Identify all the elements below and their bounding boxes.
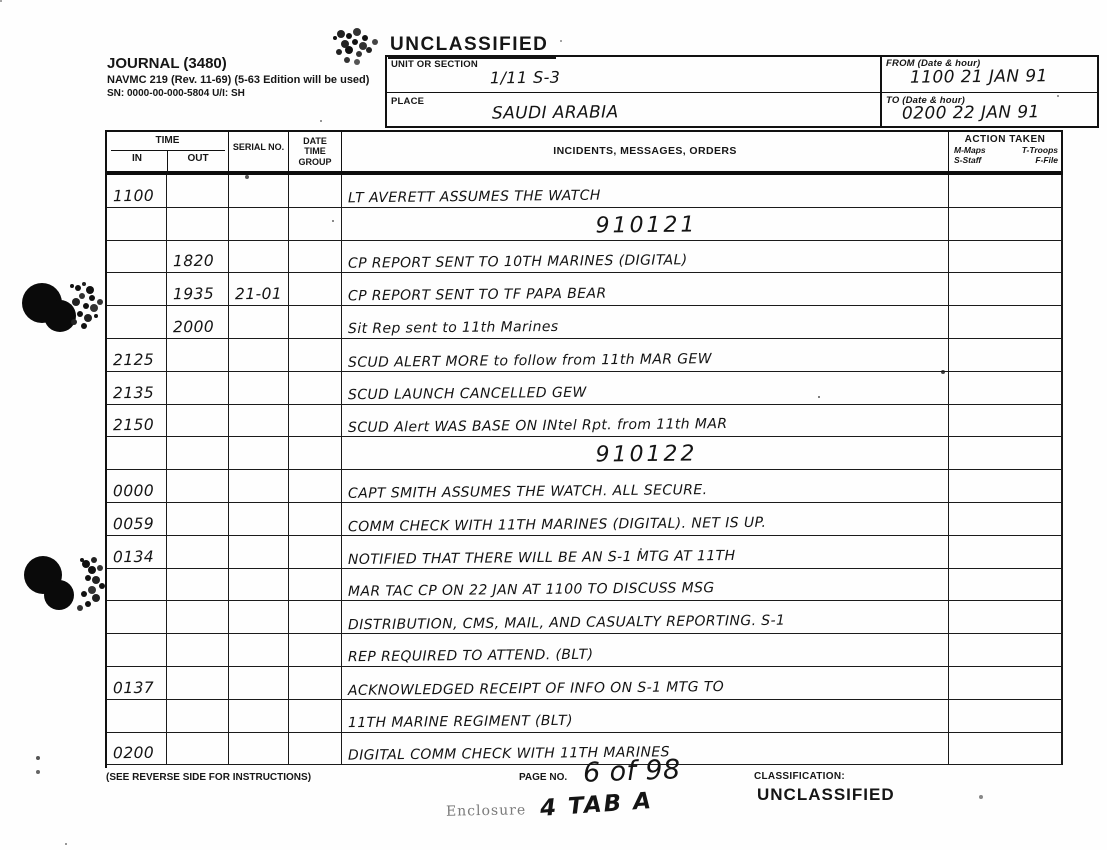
time-in-cell — [107, 569, 167, 601]
serial-no-cell — [229, 273, 289, 305]
action-legend-staff: S-Staff — [954, 155, 982, 165]
time-in-value: 0137 — [112, 678, 155, 697]
time-in-value: 0200 — [112, 744, 155, 763]
action-taken-cell — [949, 241, 1063, 273]
incidents-text: 11TH MARINE REGIMENT (BLT) — [347, 712, 573, 731]
action-taken-cell — [949, 405, 1063, 437]
serial-no-cell — [229, 208, 289, 240]
time-out-cell — [167, 339, 229, 371]
time-out-value: 2000 — [172, 317, 215, 337]
table-row — [107, 569, 1063, 602]
incidents-cell — [342, 503, 949, 535]
incidents-text: LT AVERETT ASSUMES THE WATCH — [347, 187, 601, 207]
date-time-group-cell — [289, 569, 342, 601]
to-date-hour-label: TO (Date & hour) — [886, 95, 966, 106]
serial-no-cell — [229, 437, 289, 469]
table-body — [107, 175, 1063, 765]
serial-no-cell — [229, 339, 289, 371]
table-row — [107, 208, 1063, 241]
incidents-cell — [342, 372, 949, 404]
serial-no-cell — [229, 700, 289, 732]
ink-speckle — [80, 558, 84, 562]
action-taken-cell — [949, 273, 1063, 305]
time-in-value: 0000 — [112, 481, 155, 501]
serial-no-cell — [229, 470, 289, 502]
time-in-cell — [107, 470, 167, 502]
action-legend-file: F-File — [1035, 155, 1058, 165]
table-row — [107, 175, 1063, 208]
place-label: PLACE — [391, 96, 425, 107]
time-in-cell — [107, 273, 167, 305]
serial-no-cell — [229, 175, 289, 207]
incidents-cell — [342, 175, 949, 207]
table-row — [107, 437, 1063, 470]
table-row — [107, 273, 1063, 306]
time-in-cell — [107, 733, 167, 765]
time-out-cell — [167, 372, 229, 404]
incidents-text: MAR TAC CP ON 22 JAN AT 1100 TO DISCUSS MSG — [347, 580, 715, 601]
time-header-label: TIME — [155, 135, 180, 146]
serial-column-header — [229, 132, 289, 171]
serial-no-cell — [229, 634, 289, 666]
serial-no-cell — [229, 667, 289, 699]
form-title-block — [107, 55, 369, 100]
time-in-value: 2125 — [112, 350, 155, 369]
time-out-cell — [167, 634, 229, 666]
time-out-cell — [167, 536, 229, 568]
to-date-hour-value: 0200 22 JAN 91 — [901, 102, 1040, 124]
date-time-group-cell — [289, 306, 342, 338]
action-taken-cell — [949, 634, 1063, 666]
scan-noise-specks — [0, 0, 2, 2]
serial-no-cell — [229, 372, 289, 404]
serial-no-cell — [229, 569, 289, 601]
serial-header-label: SERIAL NO. — [232, 142, 285, 152]
action-taken-cell — [949, 667, 1063, 699]
time-in-cell — [107, 667, 167, 699]
incidents-cell — [342, 405, 949, 437]
time-out-cell — [167, 667, 229, 699]
action-taken-cell — [949, 470, 1063, 502]
time-out-cell — [167, 175, 229, 207]
place-value: SAUDI ARABIA — [491, 102, 619, 124]
time-out-cell — [167, 470, 229, 502]
table-row — [107, 536, 1063, 569]
action-legend-row-1 — [954, 145, 1058, 155]
date-time-group-cell — [289, 667, 342, 699]
time-out-cell — [167, 700, 229, 732]
form-number-line: NAVMC 219 (Rev. 11-69) (5-63 Edition will be used) — [107, 73, 370, 86]
time-in-value: 2150 — [112, 416, 155, 435]
from-date-hour-label: FROM (Date & hour) — [886, 58, 981, 69]
serial-no-cell — [229, 306, 289, 338]
from-date-hour-value: 1100 21 JAN 91 — [909, 66, 1048, 88]
action-taken-cell — [949, 306, 1063, 338]
date-time-group-column-header — [289, 132, 342, 171]
action-taken-cell — [949, 175, 1063, 207]
action-taken-cell — [949, 208, 1063, 240]
time-out-cell — [167, 306, 229, 338]
time-in-value: 1100 — [112, 186, 155, 206]
incidents-text: DISTRIBUTION, CMS, MAIL, AND CASUALTY REPORTING. S-1 — [347, 612, 786, 634]
incidents-cell — [342, 208, 949, 240]
time-out-cell — [167, 503, 229, 535]
action-taken-cell — [949, 536, 1063, 568]
form-title: JOURNAL (3480) — [107, 55, 227, 72]
action-taken-cell — [949, 700, 1063, 732]
date-time-group-cell — [289, 470, 342, 502]
time-in-cell — [107, 601, 167, 633]
action-legend-maps: M-Maps — [954, 145, 986, 155]
time-in-value: 2135 — [112, 383, 155, 402]
table-row — [107, 503, 1063, 536]
serial-no-cell — [229, 503, 289, 535]
time-out-cell — [167, 405, 229, 437]
action-taken-header-label: ACTION TAKEN — [964, 134, 1046, 145]
action-taken-cell — [949, 372, 1063, 404]
table-row — [107, 372, 1063, 405]
serial-no-cell — [229, 733, 289, 765]
time-in-value: 0134 — [112, 547, 155, 566]
table-row — [107, 405, 1063, 438]
incidents-cell — [342, 700, 949, 732]
serial-no-cell — [229, 536, 289, 568]
time-in-cell — [107, 339, 167, 371]
unit-or-section-label: UNIT OR SECTION — [391, 59, 478, 70]
incidents-text: SCUD ALERT MORE to follow from 11th MAR GEW — [347, 350, 713, 371]
action-legend-troops: T-Troops — [1021, 145, 1058, 155]
time-in-cell — [107, 634, 167, 666]
incidents-cell — [342, 536, 949, 568]
ink-blob — [44, 300, 76, 332]
time-in-cell — [107, 437, 167, 469]
incidents-text: CP REPORT SENT TO 10TH MARINES (DIGITAL) — [347, 252, 688, 273]
time-out-cell — [167, 601, 229, 633]
time-in-cell — [107, 536, 167, 568]
action-taken-cell — [949, 601, 1063, 633]
incidents-header-label: INCIDENTS, MESSAGES, ORDERS — [553, 145, 737, 157]
table-row — [107, 667, 1063, 700]
incidents-cell — [342, 569, 949, 601]
classification-value: UNCLASSIFIED — [757, 785, 895, 804]
incidents-text: Sit Rep sent to 11th Marines — [347, 318, 559, 338]
incidents-text: DIGITAL COMM CHECK WITH 11TH MARINES — [347, 744, 670, 765]
incidents-text: SCUD LAUNCH CANCELLED GEW — [347, 384, 587, 403]
incidents-cell — [342, 306, 949, 338]
incidents-cell — [342, 273, 949, 305]
action-taken-cell — [949, 437, 1063, 469]
time-out-cell — [167, 208, 229, 240]
action-taken-column-header — [949, 132, 1063, 171]
action-taken-cell — [949, 339, 1063, 371]
date-time-group-cell — [289, 372, 342, 404]
time-out-cell — [167, 437, 229, 469]
time-in-cell — [107, 306, 167, 338]
action-taken-cell — [949, 503, 1063, 535]
serial-no-cell — [229, 241, 289, 273]
date-time-group-cell — [289, 175, 342, 207]
action-legend-row-2 — [954, 155, 1058, 165]
in-out-divider — [167, 150, 168, 175]
time-out-value: 1820 — [172, 252, 215, 271]
serial-no-value: 21-01 — [234, 284, 283, 304]
date-time-group-cell — [289, 733, 342, 765]
date-time-group-cell — [289, 273, 342, 305]
time-in-cell — [107, 208, 167, 240]
incidents-cell — [342, 634, 949, 666]
page-no-value: 6 of 98 — [582, 754, 682, 789]
incidents-cell — [342, 470, 949, 502]
unit-or-section-value: 1/11 S-3 — [489, 67, 561, 88]
header-horizontal-divider-left — [385, 92, 880, 93]
table-row — [107, 634, 1063, 667]
time-in-cell — [107, 700, 167, 732]
date-time-group-cell — [289, 437, 342, 469]
enclosure-number-value: 4 TAB A — [539, 788, 654, 822]
incidents-text: SCUD Alert WAS BASE ON INtel Rpt. from 11th MAR — [347, 416, 728, 437]
time-in-cell — [107, 241, 167, 273]
incidents-column-header — [342, 132, 949, 171]
ink-speckle — [70, 284, 74, 288]
table-row — [107, 306, 1063, 339]
page-no-label: PAGE NO. — [519, 772, 568, 783]
incidents-text: 910121 — [595, 212, 698, 239]
time-column-header — [107, 132, 229, 171]
time-in-cell — [107, 405, 167, 437]
table-header-row — [107, 132, 1063, 175]
incidents-text: NOTIFIED THAT THERE WILL BE AN S-1 MTG AT 11TH — [347, 547, 736, 568]
action-taken-cell — [949, 569, 1063, 601]
table-row — [107, 339, 1063, 372]
ink-blob — [44, 580, 74, 610]
incidents-text: ACKNOWLEDGED RECEIPT OF INFO ON S-1 MTG TO — [347, 678, 725, 699]
serial-no-cell — [229, 405, 289, 437]
date-time-group-cell — [289, 536, 342, 568]
incidents-cell — [342, 601, 949, 633]
journal-table — [105, 130, 1063, 768]
time-in-cell — [107, 503, 167, 535]
incidents-cell — [342, 339, 949, 371]
incidents-text: 910122 — [595, 441, 698, 468]
date-time-group-cell — [289, 241, 342, 273]
time-out-value: 1935 — [172, 284, 215, 304]
reverse-side-instructions: (SEE REVERSE SIDE FOR INSTRUCTIONS) — [106, 772, 312, 783]
incidents-cell — [342, 241, 949, 273]
time-header-divider — [111, 150, 225, 151]
date-time-group-cell — [289, 700, 342, 732]
time-in-value: 0059 — [112, 514, 155, 533]
dtg-header-label: DATE TIME GROUP — [298, 136, 332, 167]
time-in-cell — [107, 372, 167, 404]
date-time-group-cell — [289, 601, 342, 633]
serial-no-cell — [229, 601, 289, 633]
form-sn-line: SN: 0000-00-000-5804 U/I: SH — [107, 87, 245, 99]
header-horizontal-divider-right — [880, 92, 1099, 93]
enclosure-stamp: Enclosure — [445, 802, 527, 820]
table-row — [107, 241, 1063, 274]
table-row — [107, 470, 1063, 503]
date-time-group-cell — [289, 634, 342, 666]
incidents-text: COMM CHECK WITH 11TH MARINES (DIGITAL). NET IS UP. — [347, 514, 767, 535]
classification-label: CLASSIFICATION: — [754, 771, 845, 782]
classification-banner-top: UNCLASSIFIED — [388, 34, 556, 59]
time-out-cell — [167, 241, 229, 273]
incidents-cell — [342, 667, 949, 699]
incidents-text: CP REPORT SENT TO TF PAPA BEAR — [347, 285, 607, 305]
time-out-header-label: OUT — [187, 153, 209, 164]
time-out-cell — [167, 733, 229, 765]
time-in-cell — [107, 175, 167, 207]
date-time-group-cell — [289, 339, 342, 371]
action-taken-cell — [949, 733, 1063, 765]
time-out-cell — [167, 569, 229, 601]
time-in-header-label: IN — [132, 153, 142, 164]
table-row — [107, 601, 1063, 634]
incidents-cell — [342, 437, 949, 469]
incidents-text: CAPT SMITH ASSUMES THE WATCH. ALL SECURE. — [347, 482, 708, 502]
incidents-text: REP REQUIRED TO ATTEND. (BLT) — [347, 646, 594, 666]
date-time-group-cell — [289, 208, 342, 240]
time-out-cell — [167, 273, 229, 305]
date-time-group-cell — [289, 405, 342, 437]
date-time-group-cell — [289, 503, 342, 535]
table-row — [107, 700, 1063, 733]
